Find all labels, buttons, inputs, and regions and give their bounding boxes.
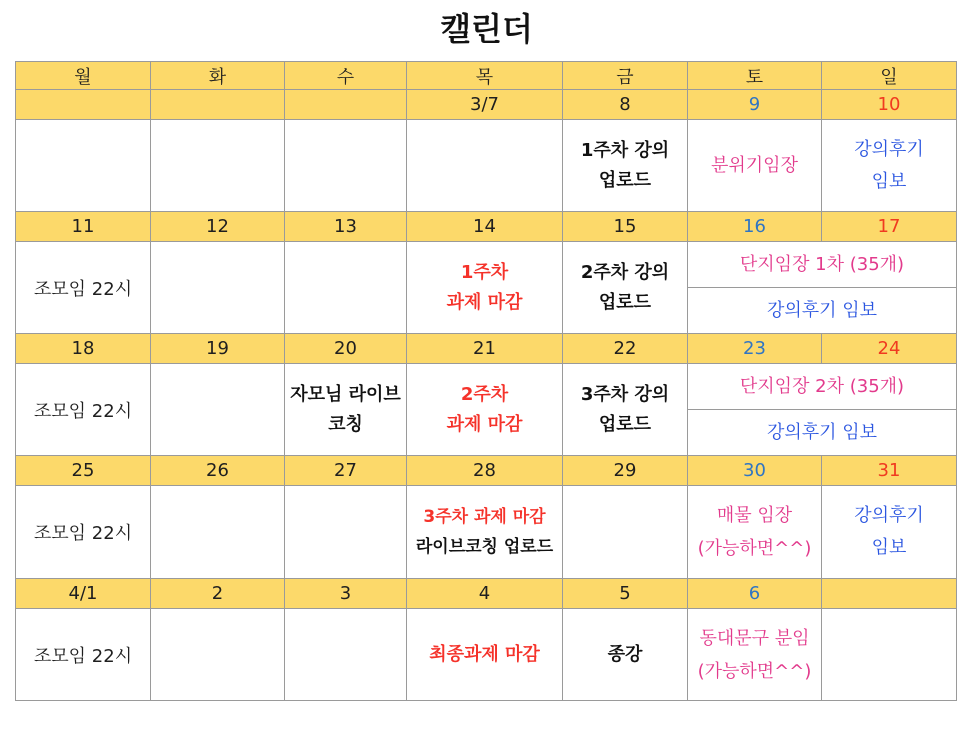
event-complex-imjang[interactable]: 단지임장 2차 (35개) [688,364,957,410]
day-cell-empty[interactable] [151,486,285,579]
event-line: (가능하면^^) [697,660,812,682]
date-cell-sunday: 24 [822,334,957,364]
event-assignment-deadline[interactable] [407,242,563,334]
day-cell-empty[interactable] [285,486,407,579]
event-row-week4 [16,486,957,579]
date-cell: 8 [563,90,688,120]
date-cell: 3/7 [407,90,563,120]
date-cell [16,90,151,120]
event-line: 라이브코칭 업로드 [415,537,554,557]
date-cell-saturday: 6 [688,579,822,609]
event-line: 3주차 강의 [580,383,670,405]
event-line: 업로드 [598,413,652,435]
day-cell-empty[interactable] [16,120,151,212]
event-line: 과제 마감 [446,413,523,435]
event-team-meeting[interactable]: 조모임 22시 [16,609,151,701]
date-cell-saturday: 9 [688,90,822,120]
date-cell: 15 [563,212,688,242]
date-cell: 22 [563,334,688,364]
date-cell [285,90,407,120]
weekday-thu: 목 [407,62,563,90]
event-line: 1주차 [460,261,509,283]
date-cell: 12 [151,212,285,242]
event-listing-imjang[interactable] [688,486,822,579]
day-cell-empty[interactable] [407,120,563,212]
calendar-table [15,61,957,701]
event-line: 업로드 [598,291,652,313]
date-cell: 14 [407,212,563,242]
weekday-tue: 화 [151,62,285,90]
event-review[interactable] [822,486,957,579]
date-row-week2 [16,212,957,242]
event-line: 과제 마감 [446,291,523,313]
weekday-fri: 금 [563,62,688,90]
date-cell: 5 [563,579,688,609]
day-cell-empty[interactable] [285,609,407,701]
date-cell: 3 [285,579,407,609]
weekday-sat: 토 [688,62,822,90]
date-cell-saturday: 16 [688,212,822,242]
date-row-week3 [16,334,957,364]
day-cell-empty[interactable] [151,364,285,456]
event-team-meeting[interactable]: 조모임 22시 [16,364,151,456]
event-review-report[interactable]: 강의후기 임보 [688,288,957,334]
event-complex-imjang[interactable]: 단지임장 1차 (35개) [688,242,957,288]
date-cell: 4/1 [16,579,151,609]
date-cell-saturday: 30 [688,456,822,486]
weekday-header-row [16,62,957,90]
date-cell-sunday: 31 [822,456,957,486]
day-cell-empty[interactable] [822,609,957,701]
date-cell: 11 [16,212,151,242]
page-title: 캘린더 [440,10,533,48]
date-cell [151,90,285,120]
date-cell-sunday [822,579,957,609]
day-cell-empty[interactable] [285,120,407,212]
day-cell-empty[interactable] [285,242,407,334]
event-line: 임보 [871,170,907,192]
event-line: 2주차 [460,383,509,405]
weekday-sun: 일 [822,62,957,90]
date-cell-sunday: 10 [822,90,957,120]
weekday-wed: 수 [285,62,407,90]
event-review-report[interactable]: 강의후기 임보 [688,410,957,456]
event-district-imjang[interactable] [688,609,822,701]
event-deadline-and-upload[interactable] [407,486,563,579]
event-team-meeting[interactable]: 조모임 22시 [16,242,151,334]
event-final-deadline[interactable]: 최종과제 마감 [407,609,563,701]
day-cell-empty[interactable] [151,120,285,212]
event-line: 2주차 강의 [580,261,670,283]
event-assignment-deadline[interactable] [407,364,563,456]
event-live-coaching[interactable] [285,364,407,456]
date-cell: 13 [285,212,407,242]
event-row-week1 [16,120,957,212]
date-row-week1 [16,90,957,120]
date-row-week5 [16,579,957,609]
event-row-week3 [16,364,957,410]
date-cell: 20 [285,334,407,364]
date-cell: 25 [16,456,151,486]
event-lecture-upload[interactable] [563,120,688,212]
date-cell: 28 [407,456,563,486]
event-line: 동대문구 분임 [699,627,810,649]
date-cell-saturday: 23 [688,334,822,364]
date-cell: 4 [407,579,563,609]
date-cell: 2 [151,579,285,609]
date-row-week4 [16,456,957,486]
day-cell-empty[interactable] [151,242,285,334]
date-cell: 29 [563,456,688,486]
event-lecture-upload[interactable] [563,364,688,456]
event-line: 3주차 과제 마감 [423,507,546,527]
event-line: 임보 [871,537,907,558]
date-cell: 19 [151,334,285,364]
event-lecture-upload[interactable] [563,242,688,334]
event-line: (가능하면^^) [697,538,812,559]
date-cell: 26 [151,456,285,486]
event-imjang[interactable]: 분위기임장 [688,120,822,212]
day-cell-empty[interactable] [563,486,688,579]
date-cell: 27 [285,456,407,486]
date-cell: 21 [407,334,563,364]
day-cell-empty[interactable] [151,609,285,701]
event-review[interactable] [822,120,957,212]
event-line: 1주차 강의 [580,139,670,161]
event-line: 코칭 [328,413,363,435]
date-cell-sunday: 17 [822,212,957,242]
event-row-week5 [16,609,957,701]
event-line: 강의후기 [854,505,924,526]
date-cell: 18 [16,334,151,364]
event-line: 강의후기 [854,138,924,160]
event-line: 업로드 [598,169,652,191]
event-row-week2 [16,242,957,288]
event-line: 자모님 라이브 [290,383,401,405]
event-team-meeting[interactable]: 조모임 22시 [16,486,151,579]
event-line: 매물 임장 [716,505,793,526]
weekday-mon: 월 [16,62,151,90]
event-course-end[interactable]: 종강 [563,609,688,701]
